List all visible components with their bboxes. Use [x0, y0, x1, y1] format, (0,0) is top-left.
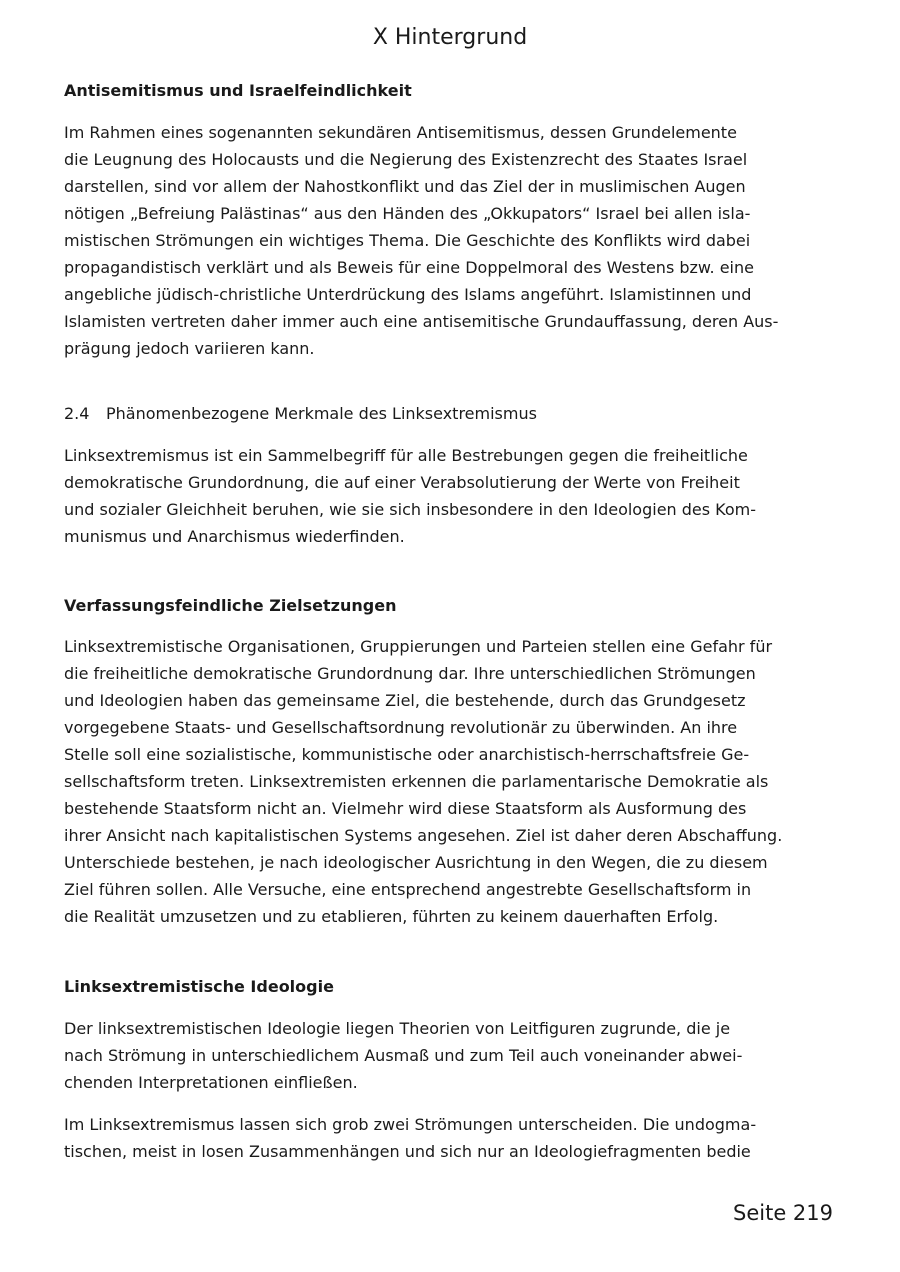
- section-heading-linksextremismus: [64, 403, 537, 425]
- section-number: 2.4: [64, 404, 90, 423]
- text-line: Islamisten vertreten daher immer auch eine antisemitische Grundauffassung, deren Aus-: [64, 312, 779, 331]
- page-title: X Hintergrund: [372, 25, 528, 50]
- text-line: die freiheitliche demokratische Grundordnung dar. Ihre unterschiedlichen Strömungen: [64, 664, 756, 683]
- text-line: prägung jedoch variieren kann.: [64, 339, 315, 358]
- section-title: Phänomenbezogene Merkmale des Linksextremismus: [106, 404, 537, 423]
- text-line: die Realität umzusetzen und zu etablieren, führten zu keinem dauerhaften Erfolg.: [64, 907, 719, 926]
- text-line: ihrer Ansicht nach kapitalistischen Systems angesehen. Ziel ist daher deren Abschaffung.: [64, 826, 783, 845]
- text-line: sellschaftsform treten. Linksextremisten erkennen die parlamentarische Demokratie als: [64, 772, 769, 791]
- paragraph-verfassungsfeindlich: [64, 633, 804, 930]
- page-number: Seite 219: [733, 1201, 833, 1225]
- text-line: nötigen „Befreiung Palästinas“ aus den Händen des „Okkupators“ Israel bei allen isla-: [64, 204, 751, 223]
- text-line: die Leugnung des Holocausts und die Negierung des Existenzrecht des Staates Israel: [64, 150, 748, 169]
- text-line: Linksextremismus ist ein Sammelbegriff für alle Bestrebungen gegen die freiheitliche: [64, 446, 748, 465]
- paragraph-ideologie-2: [64, 1111, 804, 1165]
- text-line: propagandistisch verklärt und als Beweis für eine Doppelmoral des Westens bzw. eine: [64, 258, 754, 277]
- text-line: Im Linksextremismus lassen sich grob zwei Strömungen unterscheiden. Die undogma-: [64, 1115, 757, 1134]
- text-line: angebliche jüdisch-christliche Unterdrückung des Islams angeführt. Islamistinnen und: [64, 285, 752, 304]
- section-heading-ideologie: Linksextremistische Ideologie: [64, 977, 334, 996]
- section-heading-verfassungsfeindlich: Verfassungsfeindliche Zielsetzungen: [64, 596, 397, 615]
- text-line: Der linksextremistischen Ideologie liegen Theorien von Leitfiguren zugrunde, die je: [64, 1019, 731, 1038]
- paragraph-ideologie-1: [64, 1015, 804, 1096]
- text-line: munismus und Anarchismus wiederfinden.: [64, 527, 405, 546]
- text-line: Ziel führen sollen. Alle Versuche, eine entsprechend angestrebte Gesellschaftsform in: [64, 880, 752, 899]
- text-line: Stelle soll eine sozialistische, kommunistische oder anarchistisch-herrschaftsfreie Ge-: [64, 745, 750, 764]
- text-line: und Ideologien haben das gemeinsame Ziel, die bestehende, durch das Grundgesetz: [64, 691, 746, 710]
- text-line: vorgegebene Staats- und Gesellschaftsordnung revolutionär zu überwinden. An ihre: [64, 718, 738, 737]
- text-line: und sozialer Gleichheit beruhen, wie sie sich insbesondere in den Ideologien des Kom-: [64, 500, 757, 519]
- text-line: Linksextremistische Organisationen, Gruppierungen und Parteien stellen eine Gefahr für: [64, 637, 773, 656]
- text-line: nach Strömung in unterschiedlichem Ausmaß und zum Teil auch voneinander abwei-: [64, 1046, 743, 1065]
- text-line: Unterschiede bestehen, je nach ideologischer Ausrichtung in den Wegen, die zu diesem: [64, 853, 768, 872]
- section-heading-antisemitismus: Antisemitismus und Israelfeindlichkeit: [64, 81, 412, 100]
- text-line: tischen, meist in losen Zusammenhängen und sich nur an Ideologiefragmenten bedie: [64, 1142, 751, 1161]
- text-line: chenden Interpretationen einfließen.: [64, 1073, 358, 1092]
- text-line: demokratische Grundordnung, die auf einer Verabsolutierung der Werte von Freiheit: [64, 473, 740, 492]
- text-line: darstellen, sind vor allem der Nahostkonflikt und das Ziel der in muslimischen Augen: [64, 177, 746, 196]
- paragraph-linksextremismus: [64, 442, 804, 550]
- text-line: bestehende Staatsform nicht an. Vielmehr wird diese Staatsform als Ausformung des: [64, 799, 747, 818]
- text-line: mistischen Strömungen ein wichtiges Thema. Die Geschichte des Konflikts wird dabei: [64, 231, 751, 250]
- text-line: Im Rahmen eines sogenannten sekundären Antisemitismus, dessen Grundelemente: [64, 123, 737, 142]
- paragraph-antisemitismus: [64, 119, 804, 362]
